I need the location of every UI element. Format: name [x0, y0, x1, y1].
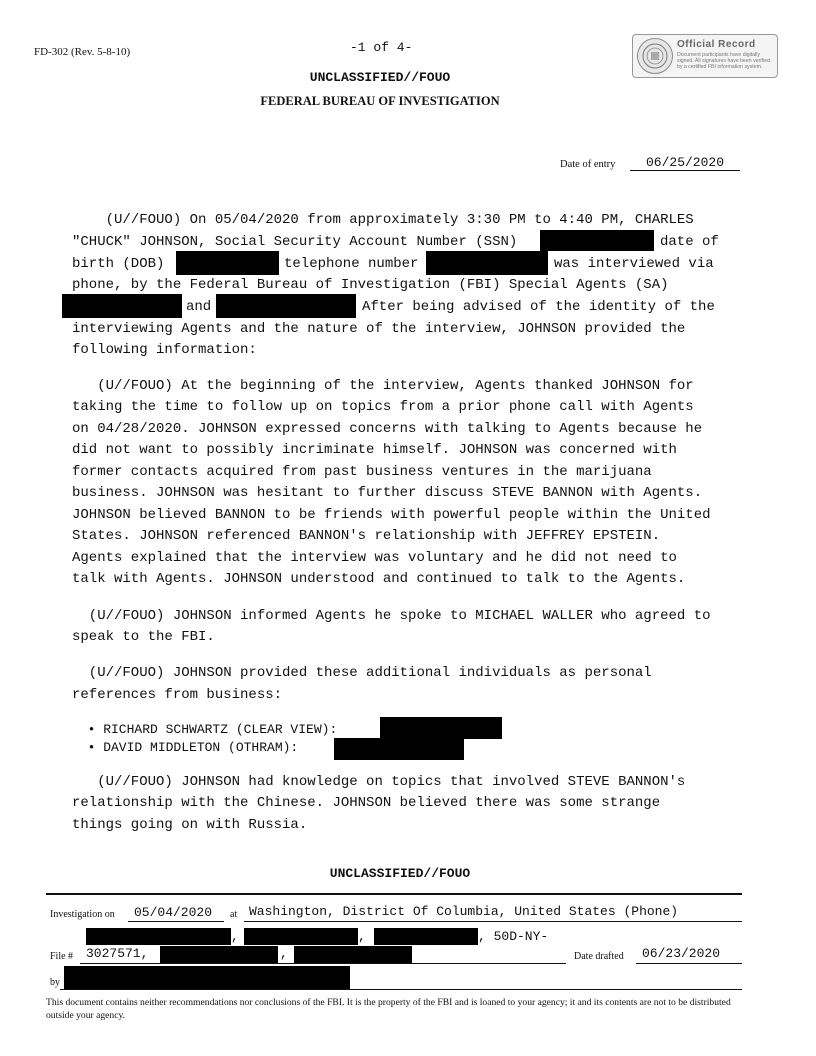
p1-line-6: interviewing Agents and the nature of the interview, JOHNSON provided the — [72, 321, 686, 337]
redaction-file-5 — [294, 946, 412, 963]
by-label: by — [50, 977, 60, 988]
redaction-phone — [426, 251, 548, 275]
location-underline — [244, 921, 742, 922]
p1-line-3: birth (DOB) — [72, 256, 165, 272]
p1-line-5b: After being advised of the identity of the — [362, 299, 715, 315]
p1-line-3c: was interviewed via — [554, 256, 714, 272]
date-drafted-underline — [636, 963, 742, 964]
p5-line-3: things going on with Russia. — [72, 817, 308, 833]
p4-line-1: (U//FOUO) JOHNSON provided these additional individuals as personal — [72, 665, 652, 681]
p1-line-4: phone, by the Federal Bureau of Investigation (FBI) Special Agents (SA) — [72, 277, 669, 293]
p3-line-1: (U//FOUO) JOHNSON informed Agents he spoke to MICHAEL WALLER who agreed to — [72, 608, 711, 624]
p5-line-1: (U//FOUO) JOHNSON had knowledge on topics that involved STEVE BANNON's — [72, 774, 686, 790]
bullet-item-1: • RICHARD SCHWARTZ (CLEAR VIEW): — [72, 722, 338, 737]
date-of-entry-value: 06/25/2020 — [630, 155, 740, 171]
file-number-start: 3027571, — [86, 946, 149, 961]
file-suffix: , 50D-NY- — [478, 929, 549, 944]
investigation-on-label: Investigation on — [50, 909, 115, 920]
investigation-date: 05/04/2020 — [134, 905, 213, 920]
form-id: FD-302 (Rev. 5-8-10) — [34, 46, 131, 58]
investigation-location: Washington, District Of Columbia, United States (Phone) — [249, 904, 679, 919]
file-comma-1: , — [231, 929, 239, 944]
redaction-sa-2 — [216, 294, 356, 318]
p2-line-2: taking the time to follow up on topics from a prior phone call with Agents — [72, 399, 694, 415]
redaction-bullet-2 — [334, 738, 464, 760]
p2-line-7: JOHNSON believed BANNON to be friends with powerful people within the United — [72, 507, 711, 523]
p2-line-6: business. JOHNSON was hesitant to further discuss STEVE BANNON with Agents. — [72, 485, 703, 501]
p2-line-9: Agents explained that the interview was voluntary and he did not need to — [72, 550, 677, 566]
official-record-stamp — [632, 34, 778, 78]
p1-line-7: following information: — [72, 342, 257, 358]
p1-line-3b: telephone number — [284, 256, 419, 272]
redaction-by — [64, 966, 350, 990]
p2-line-4: did not want to possibly incriminate himself. JOHNSON was concerned with — [72, 442, 677, 458]
p2-line-3: on 04/28/2020. JOHNSON expressed concerns with talking to Agents because he — [72, 421, 703, 437]
file-comma-2: , — [358, 929, 366, 944]
p1-line-2b: date of — [660, 234, 719, 250]
date-drafted-label: Date drafted — [574, 951, 624, 962]
file-underline — [80, 963, 566, 964]
redaction-bullet-1 — [380, 717, 502, 739]
p2-line-1: (U//FOUO) At the beginning of the interview, Agents thanked JOHNSON for — [72, 378, 694, 394]
by-underline — [60, 989, 742, 990]
agency-title: FEDERAL BUREAU OF INVESTIGATION — [260, 94, 500, 108]
classification-bottom: UNCLASSIFIED//FOUO — [329, 866, 471, 881]
p3-line-2: speak to the FBI. — [72, 629, 215, 645]
redaction-file-4 — [160, 946, 278, 963]
p2-line-8: States. JOHNSON referenced BANNON's relationship with JEFFREY EPSTEIN. — [72, 528, 661, 544]
p2-line-5: former contacts acquired from past business ventures in the marijuana — [72, 464, 652, 480]
footer-rule-top — [46, 893, 742, 895]
investigation-date-underline — [128, 921, 224, 922]
classification-top: UNCLASSIFIED//FOUO — [309, 70, 451, 85]
footer-disclaimer: This document contains neither recommendations nor conclusions of the FBI. It is the property of the FBI and is loaned to your agency; it and its contents are not to be distributed outside your agency. — [46, 997, 731, 1021]
p4-line-2: references from business: — [72, 687, 283, 703]
redaction-dob — [176, 251, 279, 275]
date-of-entry-label: Date of entry — [560, 159, 616, 170]
p1-line-1: (U//FOUO) On 05/04/2020 from approximately 3:30 PM to 4:40 PM, CHARLES — [72, 212, 694, 228]
p5-line-2: relationship with the Chinese. JOHNSON believed there was some strange — [72, 795, 661, 811]
file-comma-3: , — [280, 946, 288, 961]
fbi-seal-icon — [637, 38, 673, 74]
redaction-ssn — [540, 230, 654, 251]
bullet-item-2: • DAVID MIDDLETON (OTHRAM): — [72, 740, 299, 755]
page-number: -1 of 4- — [350, 40, 413, 55]
stamp-text: Document participants have digitally signed. All signatures have been verified by a certified FBI information system. — [677, 52, 770, 70]
date-drafted-value: 06/23/2020 — [642, 946, 721, 961]
redaction-file-2 — [244, 928, 358, 945]
redaction-sa-1 — [62, 294, 182, 318]
file-label: File # — [50, 951, 74, 962]
stamp-title: Official Record — [677, 39, 756, 50]
at-label: at — [230, 909, 238, 920]
redaction-file-3 — [374, 928, 478, 945]
p1-line-2: "CHUCK" JOHNSON, Social Security Account Number (SSN) — [72, 234, 518, 250]
p1-line-5a: and — [186, 299, 212, 315]
redaction-file-1 — [86, 928, 231, 945]
p2-line-10: talk with Agents. JOHNSON understood and continued to talk to the Agents. — [72, 571, 686, 587]
